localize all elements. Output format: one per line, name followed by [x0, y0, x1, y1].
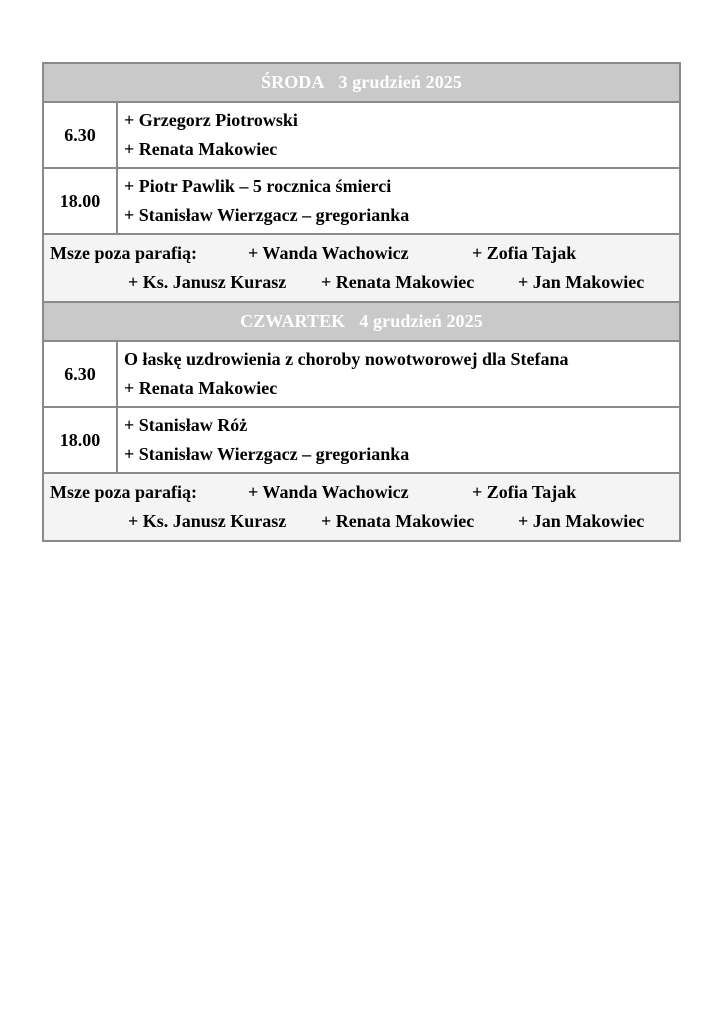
intention: + Stanisław Wierzgacz – gregorianka	[124, 444, 410, 464]
intention: + Grzegorz Piotrowski	[124, 110, 298, 130]
mass-time: 18.00	[43, 168, 117, 234]
day-name: ŚRODA	[260, 72, 325, 92]
outside-label: Msze poza parafią:	[50, 482, 197, 502]
day-name: CZWARTEK	[240, 311, 346, 331]
day-date: 3 grudzień 2025	[338, 72, 463, 92]
day-header-wednesday	[43, 63, 680, 102]
intention: + Stanisław Róż	[124, 415, 248, 435]
mass-row	[43, 341, 680, 407]
intention: + Renata Makowiec	[124, 378, 278, 398]
mass-time: 6.30	[43, 102, 117, 168]
mass-intentions	[117, 407, 680, 473]
day-date: 4 grudzień 2025	[359, 311, 483, 331]
intention: O łaskę uzdrowienia z choroby nowotworowej dla Stefana	[124, 349, 569, 369]
day-header-thursday	[43, 302, 680, 341]
outside-name: + Zofia Tajak	[472, 243, 577, 263]
outside-name: + Wanda Wachowicz	[248, 243, 409, 263]
outside-name: + Ks. Janusz Kurasz	[128, 511, 287, 531]
schedule-table	[42, 62, 681, 542]
outside-name: + Jan Makowiec	[518, 272, 645, 292]
mass-row	[43, 168, 680, 234]
intention: + Piotr Pawlik – 5 rocznica śmierci	[124, 176, 392, 196]
mass-intentions	[117, 168, 680, 234]
mass-schedule	[42, 62, 681, 542]
mass-time: 6.30	[43, 341, 117, 407]
mass-row	[43, 407, 680, 473]
outside-parish-row	[43, 473, 680, 541]
mass-intentions	[117, 341, 680, 407]
outside-name: + Zofia Tajak	[472, 482, 577, 502]
outside-label: Msze poza parafią:	[50, 243, 197, 263]
outside-name: + Renata Makowiec	[321, 272, 475, 292]
mass-row	[43, 102, 680, 168]
outside-name: + Jan Makowiec	[518, 511, 645, 531]
outside-name: + Wanda Wachowicz	[248, 482, 409, 502]
intention: + Renata Makowiec	[124, 139, 278, 159]
intention: + Stanisław Wierzgacz – gregorianka	[124, 205, 410, 225]
outside-name: + Ks. Janusz Kurasz	[128, 272, 287, 292]
outside-parish-row	[43, 234, 680, 302]
outside-name: + Renata Makowiec	[321, 511, 475, 531]
mass-intentions	[117, 102, 680, 168]
mass-time: 18.00	[43, 407, 117, 473]
